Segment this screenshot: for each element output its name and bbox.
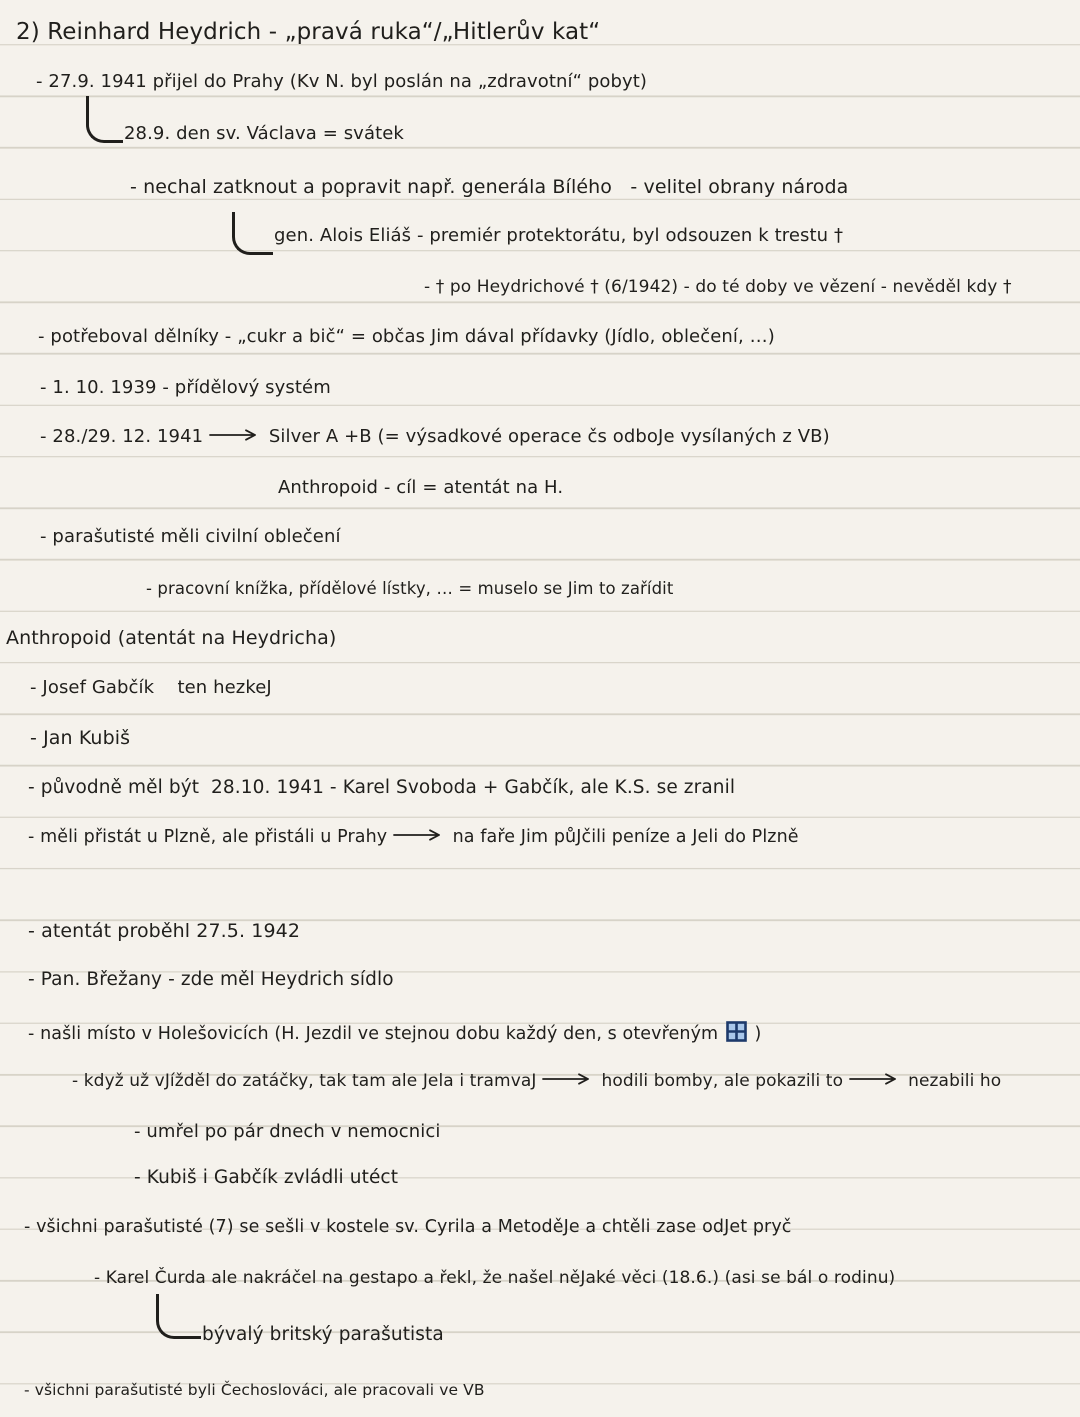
note-text: na faře Jim půJčili peníze a Jeli do Plzně xyxy=(446,827,799,847)
note-line xyxy=(40,378,331,398)
note-text: - všichni parašutisté (7) se sešli v kostele sv. Cyrila a MetoděJe a chtěli zase odJet pryč xyxy=(24,1217,792,1237)
branch-connector xyxy=(232,212,273,255)
note-text: - Josef Gabčík ten hezkeJ xyxy=(30,677,272,698)
note-text: gen. Alois Eliáš - premiér protektorátu, byl odsouzen k trestu † xyxy=(274,225,844,246)
note-line xyxy=(40,427,830,447)
note-text: - měli přistát u Plzně, ale přistáli u Prahy xyxy=(28,827,393,847)
long-arrow-icon xyxy=(209,427,263,447)
note-text: - Pan. Břežany - zde měl Heydrich sídlo xyxy=(28,969,394,990)
note-text: - našli místo v Holešovicích (H. Jezdil ve stejnou dobu každý den, s otevřeným xyxy=(28,1024,724,1044)
branch-connector xyxy=(86,96,123,143)
note-line xyxy=(274,226,843,246)
long-arrow-icon xyxy=(542,1072,596,1091)
note-line xyxy=(24,1382,485,1399)
note-text: - 28./29. 12. 1941 xyxy=(40,426,210,447)
note-line xyxy=(424,278,1012,297)
note-text: 28.9. den sv. Václava = svátek xyxy=(124,123,404,144)
branch-connector xyxy=(156,1294,201,1339)
note-line xyxy=(28,970,394,990)
note-text: - všichni parašutisté byli Čechoslováci, ale pracovali ve VB xyxy=(24,1381,485,1399)
note-text: ) xyxy=(748,1024,762,1044)
note-line xyxy=(28,921,300,942)
note-line xyxy=(30,678,272,698)
note-line xyxy=(28,1021,761,1044)
note-text: - když už vJížděl do zatáčky, tak tam ale Jela i tramvaJ xyxy=(72,1071,542,1091)
note-text: 2) Reinhard Heydrich - „pravá ruka“/„Hitlerův kat“ xyxy=(16,19,601,45)
note-text: hodili bomby, ale pokazili to xyxy=(596,1071,849,1091)
note-text: bývalý britský parašutista xyxy=(202,1324,444,1345)
note-line xyxy=(124,124,404,144)
note-line xyxy=(94,1269,895,1288)
note-text: - parašutisté měli civilní oblečení xyxy=(40,526,341,547)
note-text: - atentát proběhl 27.5. 1942 xyxy=(28,920,301,942)
note-line xyxy=(130,177,848,198)
note-line xyxy=(24,1218,792,1237)
long-arrow-icon xyxy=(849,1072,903,1091)
note-text: - potřeboval dělníky - „cukr a bič“ = občas Jim dával přídavky (Jídlo, oblečení, …) xyxy=(38,326,775,347)
note-text: - Jan Kubiš xyxy=(30,727,131,749)
note-line xyxy=(38,327,775,347)
note-line xyxy=(6,628,336,649)
note-text: - 1. 10. 1939 - přídělový systém xyxy=(40,377,331,398)
note-line xyxy=(28,778,735,798)
note-line xyxy=(134,1168,398,1188)
note-text: - pracovní knížka, přídělové lístky, … = muselo se Jim to zařídit xyxy=(146,579,674,598)
long-arrow-icon xyxy=(393,828,447,847)
note-text: Anthropoid (atentát na Heydricha) xyxy=(6,627,337,649)
window-icon xyxy=(726,1021,747,1044)
note-text: - umřel po pár dnech v nemocnici xyxy=(134,1121,441,1142)
note-line xyxy=(146,580,673,598)
note-line xyxy=(134,1122,440,1142)
note-line xyxy=(30,728,130,749)
note-line xyxy=(16,20,600,45)
note-text: - † po Heydrichové † (6/1942) - do té doby ve vězení - nevěděl kdy † xyxy=(424,277,1012,297)
note-text: - nechal zatknout a popravit např. generála Bílého - velitel obrany národa xyxy=(130,176,849,198)
note-line xyxy=(40,527,341,547)
note-text: nezabili ho xyxy=(902,1071,1002,1091)
note-line xyxy=(28,828,799,847)
note-text: - původně měl být 28.10. 1941 - Karel Svoboda + Gabčík, ale K.S. se zranil xyxy=(28,777,736,798)
note-text: - Karel Čurda ale nakráčel na gestapo a řekl, že našel něJaké věci (18.6.) (asi se bál o rodinu) xyxy=(94,1268,896,1288)
note-text: - 27.9. 1941 přijel do Prahy (Kv N. byl poslán na „zdravotní“ pobyt) xyxy=(36,71,648,92)
note-text: - Kubiš i Gabčík zvládli utéct xyxy=(134,1167,399,1188)
note-text: Silver A +B (= výsadkové operace čs odboJe vysílaných z VB) xyxy=(263,426,830,447)
note-line xyxy=(36,72,647,92)
note-line xyxy=(278,478,563,498)
note-line xyxy=(202,1325,444,1345)
note-text: Anthropoid - cíl = atentát na H. xyxy=(278,477,564,498)
note-line xyxy=(72,1072,1001,1091)
